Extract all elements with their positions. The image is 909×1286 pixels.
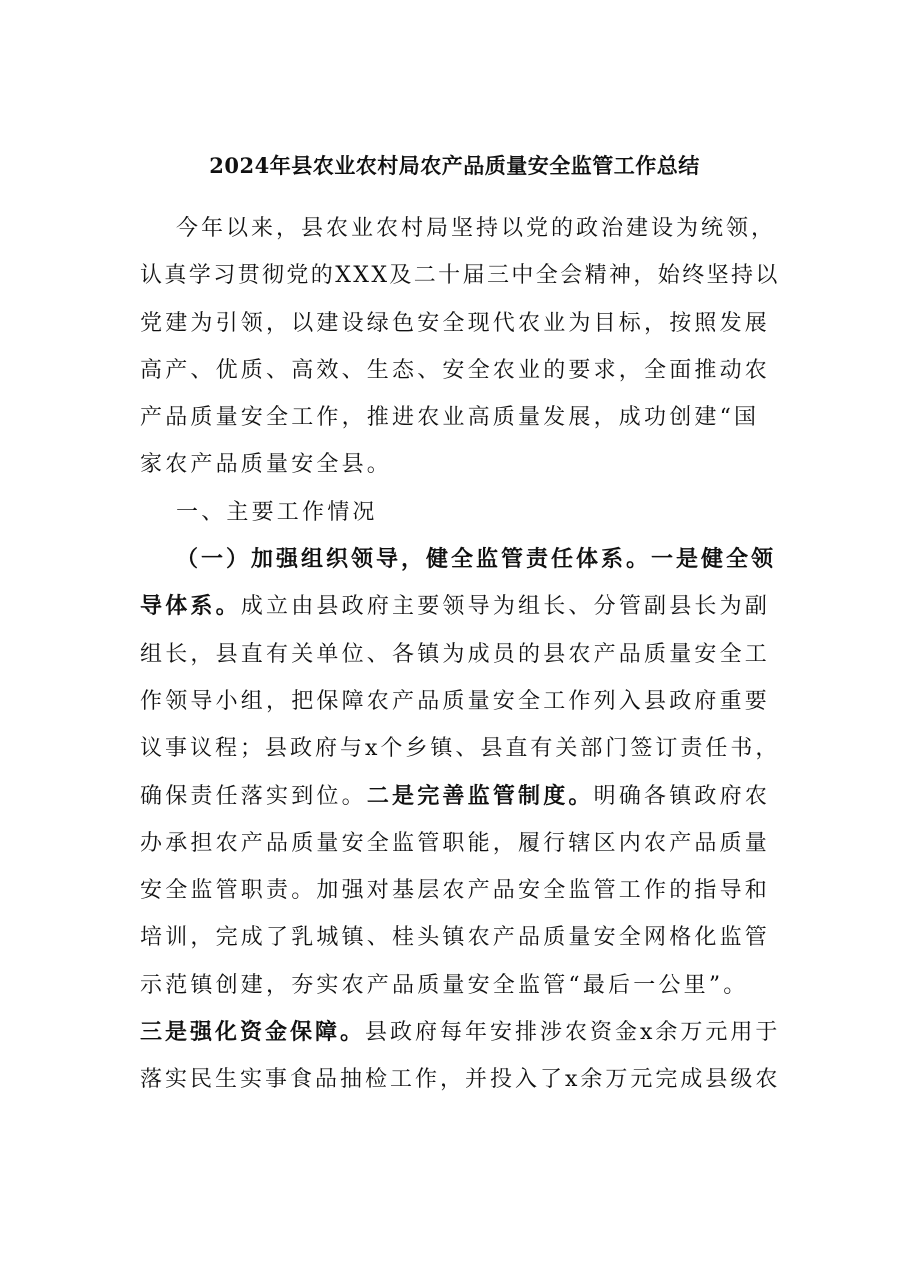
- text-run: 作领导小组，把保障农产品质量安全工作列入县政府重要: [140, 688, 771, 714]
- text-run: 一、主要工作情况: [176, 499, 378, 525]
- bold-text-run: 二是完善监管制度。: [366, 782, 594, 809]
- paragraph-line: [140, 394, 780, 441]
- paragraph-line: [140, 300, 780, 347]
- text-run: 认真学习贯彻党的XXX及二十届三中全会精神，始终坚持以: [140, 263, 780, 289]
- paragraph-line: [140, 725, 780, 772]
- paragraph-line: [140, 962, 780, 1009]
- text-run: 今年以来，县农业农村局坚持以党的政治建设为统领，: [176, 216, 777, 241]
- paragraph-line: [140, 205, 780, 252]
- paragraph-line: [140, 678, 780, 725]
- paragraph-line: [140, 536, 780, 583]
- text-run: 确保责任落实到位。: [140, 783, 367, 809]
- text-run: 党建为引领，以建设绿色安全现代农业为目标，按照发展: [140, 310, 771, 336]
- text-run: 高产、优质、高效、生态、安全农业的要求，全面推动农: [140, 357, 771, 383]
- paragraph-line: [140, 914, 780, 961]
- paragraph-line: [140, 1009, 780, 1056]
- text-run: 组长，县直有关单位、各镇为成员的县农产品质量安全工: [140, 641, 771, 667]
- bold-text-run: 导体系。: [140, 593, 241, 620]
- text-run: 培训，完成了乳城镇、桂头镇农产品质量安全网格化监管: [140, 925, 771, 951]
- bold-text-run: 三是强化资金保障。: [140, 1019, 366, 1046]
- text-run: 产品质量安全工作，推进农业高质量发展，成功创建“国: [140, 405, 760, 431]
- paragraph-line: [140, 347, 780, 394]
- text-run: 安全监管职责。加强对基层农产品安全监管工作的指导和: [140, 878, 771, 904]
- text-run: 成立由县政府主要领导为组长、分管副县长为副: [240, 594, 771, 620]
- section-heading: [140, 489, 780, 536]
- paragraph-line: [140, 1056, 780, 1103]
- paragraph-line: [140, 441, 780, 488]
- text-run: 明确各镇政府农: [593, 783, 771, 809]
- paragraph-line: [140, 631, 780, 678]
- bold-text-run: （一）加强组织领导，健全监管责任体系。一是健全领: [176, 546, 777, 573]
- paragraph-line: [140, 583, 780, 630]
- text-run: 家农产品质量安全县。: [140, 452, 393, 478]
- text-run: 议事议程；县政府与x个乡镇、县直有关部门签订责任书，: [140, 736, 781, 762]
- document-title: 2024年县农业农村局农产品质量安全监管工作总结: [209, 153, 700, 178]
- text-run: 办承担农产品质量安全监管职能，履行辖区内农产品质量: [140, 830, 771, 856]
- text-run: 落实民生实事食品抽检工作，并投入了x余万元完成县级农: [140, 1067, 781, 1093]
- paragraph-line: [140, 867, 780, 914]
- paragraph-line: [140, 252, 780, 299]
- paragraph-line: [140, 773, 780, 820]
- text-run: 县政府每年安排涉农资金x余万元用于: [365, 1020, 781, 1046]
- text-run: 示范镇创建，夯实农产品质量安全监管“最后一公里”。: [140, 972, 749, 998]
- paragraph-line: [140, 820, 780, 867]
- document-body: [140, 205, 780, 1104]
